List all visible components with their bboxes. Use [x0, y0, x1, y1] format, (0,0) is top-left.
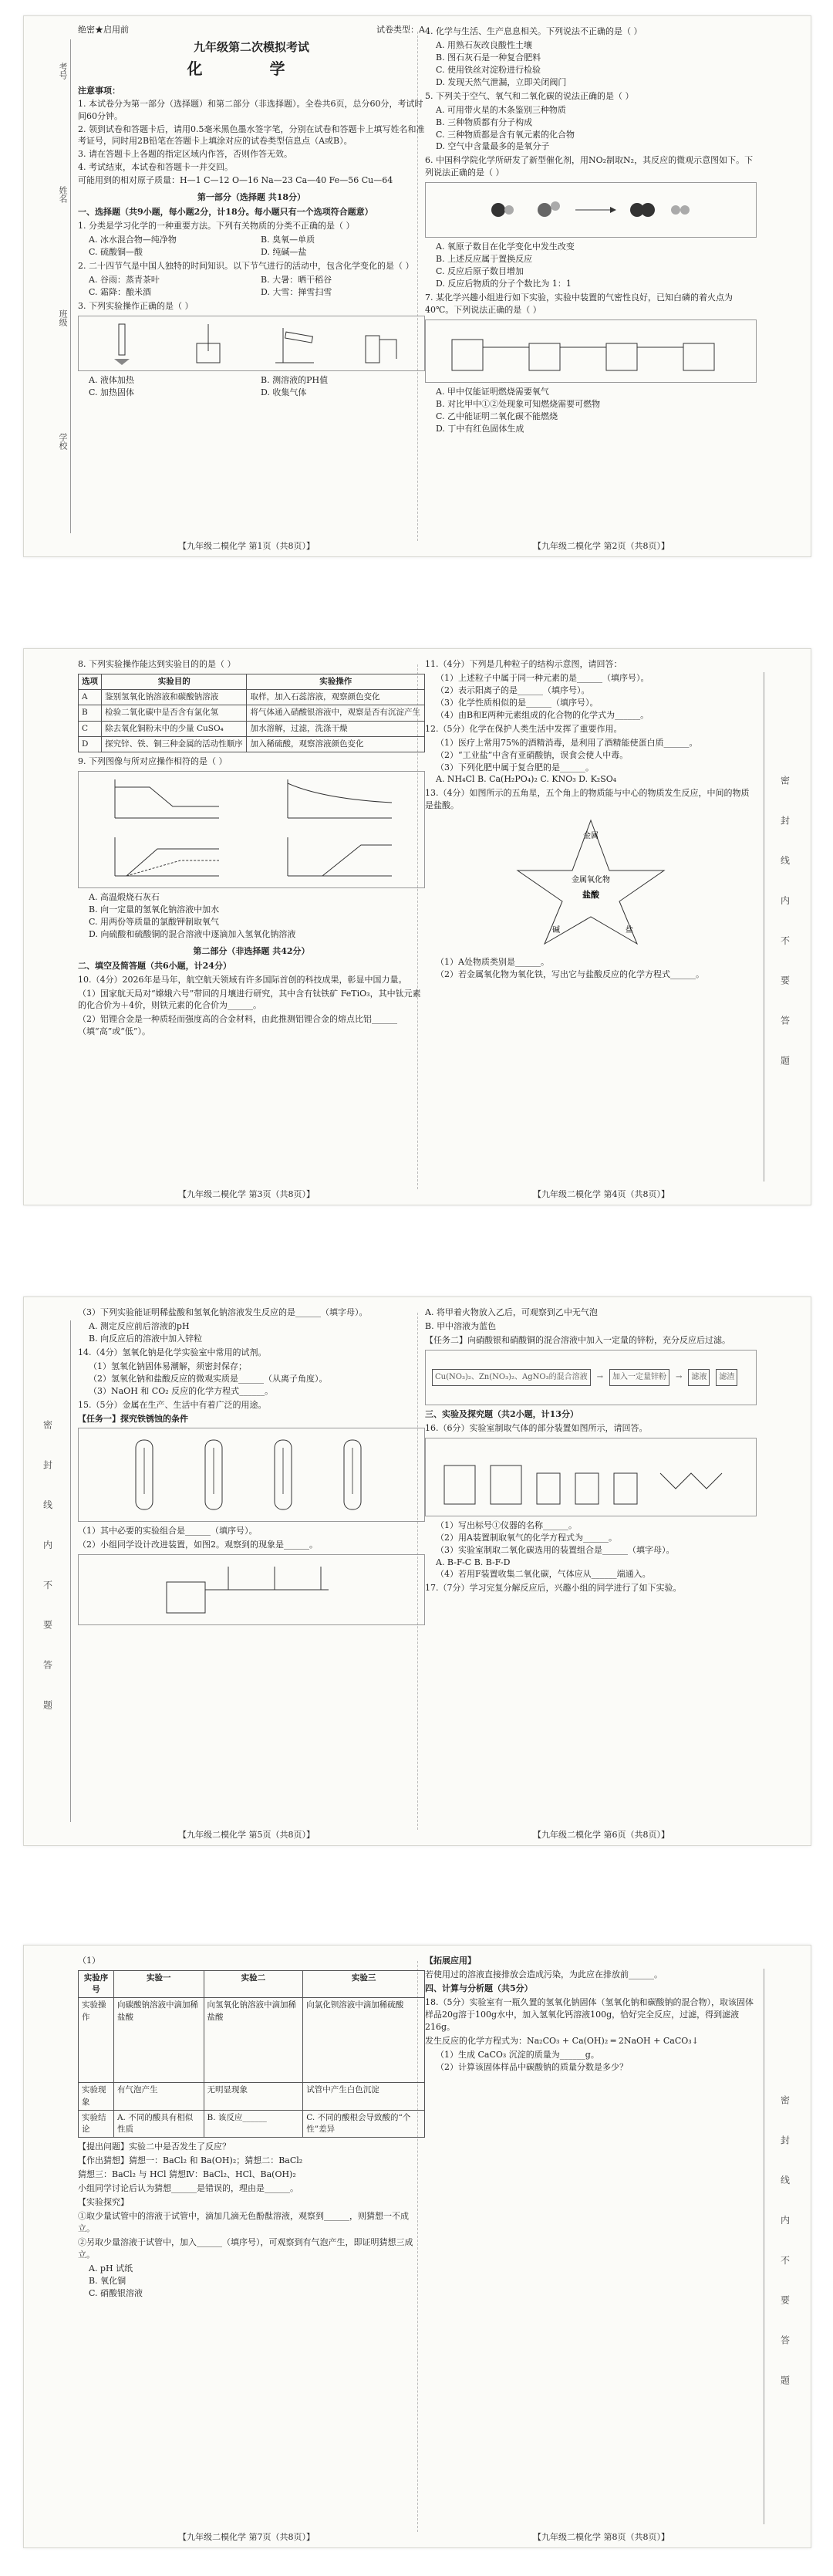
option: B. 大暑：晒干稻谷 — [261, 274, 332, 285]
section-1-heading: 一、选择题（共9小题，每小题2分，计18分。每小题只有一个选项符合题意） — [78, 207, 373, 218]
question-16-options: A. B-F-C B. B-F-D — [436, 1557, 511, 1567]
page-6 — [425, 1305, 757, 1825]
option: A. 氧原子数目在化学变化中发生改变 — [436, 242, 575, 252]
gas-apparatus-icon — [437, 1442, 745, 1512]
option: B. 图石灰石是一种复合肥料 — [436, 52, 541, 63]
option: B. 测溶液的PH值 — [261, 374, 329, 385]
question-5: 5. 下列关于空气、氧气和二氧化碳的说法正确的是（ ） — [425, 90, 634, 101]
table-header: 实验二 — [204, 1970, 303, 1997]
question-8-table — [78, 674, 425, 752]
question-9: 9. 下列图像与所对应操作相符的是（ ） — [78, 756, 228, 767]
flow-box: Cu(NO₃)₂、Zn(NO₃)₂、AgNO₃的混合溶液 — [432, 1369, 591, 1387]
apparatus-2-icon — [136, 1559, 367, 1621]
option: B. 三种物质都有分子构成 — [436, 117, 533, 127]
question-14: 14.（4分）氢氧化钠是化学实验室中常用的试剂。 — [78, 1347, 267, 1357]
page-footer: 【九年级二模化学 第4页（共8页）】 — [533, 1189, 669, 1199]
notes-list — [78, 98, 425, 188]
question-17-options: A. pH 试纸 B. 氧化铜 C. 硝酸银溶液 — [89, 2263, 143, 2298]
table-header: 实验序号 — [79, 1970, 114, 1997]
option: D. 反应后物质的分子个数比为 1：1 — [436, 279, 572, 289]
table-header: 实验操作 — [247, 674, 425, 689]
option: D. 纯碱—盐 — [261, 246, 307, 257]
rust-experiment-figure — [78, 1428, 425, 1522]
note-item: 3. 请在答题卡上各题的指定区域内作答，否则作答无效。 — [78, 149, 292, 160]
page-footer: 【九年级二模化学 第2页（共8页）】 — [533, 541, 669, 551]
star-diagram — [425, 816, 757, 952]
question-18: 18.（5分）实验室有一瓶久置的氢氧化钠固体（氢氧化钠和碳酸钠的混合物），取该固体样品20g溶于100g水中，加入氢氧化钙溶液100g，恰好完全反应，过滤，得到滤液 216g。 — [425, 1996, 754, 2032]
question-13: 13.（4分）如图所示的五角星，五个角上的物质能与中心的物质发生反应，中间的物质是盐酸。 — [425, 788, 750, 811]
section-2-heading: 二、填空及简答题（共6小题，计24分） — [78, 960, 231, 971]
page-1 — [78, 24, 425, 536]
question-1: 1. 分类是学习化学的一种重要方法。下列有关物质的分类不正确的是（ ） — [78, 221, 355, 232]
table-header: 实验三 — [303, 1970, 425, 1997]
binding-text: 密 封 线 内 不 要 答 题 — [42, 1419, 53, 1723]
test-tubes-icon — [105, 1432, 398, 1517]
option: C. 乙中能证明二氧化碳不能燃烧 — [436, 411, 558, 421]
question-5-options — [425, 104, 757, 154]
binding-line — [70, 1320, 71, 1822]
question-18-items: （1）生成 CaCO₃ 沉淀的质量为______g。 （2）计算该固体样品中碳酸钠的质量分数是多少？ — [436, 2049, 628, 2072]
table-row: 实验操作 向碳酸钠溶液中滴加稀盐酸 向氢氧化钠溶液中滴加稀盐酸 向氯化钡溶液中滴加稀硫酸 — [79, 1998, 425, 2083]
section-3-heading: 三、实验及探究题（共2小题，计13分） — [425, 1408, 578, 1419]
page-4 — [425, 657, 757, 1185]
question-1-options — [78, 234, 425, 259]
question-9-options — [78, 891, 425, 941]
question-4: 4. 化学与生活、生产息息相关。下列说法不正确的是（ ） — [425, 26, 642, 36]
question-7-options — [425, 386, 757, 435]
table-row: 实验现象 有气泡产生 无明显现象 试管中产生白色沉淀 — [79, 2083, 425, 2110]
question-8: 8. 下列实验操作能达到实验目的的是（ ） — [78, 659, 236, 669]
binding-text: 密 封 线 内 不 要 答 题 — [779, 2094, 791, 2399]
exam-sheet-2 — [23, 648, 811, 1205]
page-footer: 【九年级二模化学 第3页（共8页）】 — [178, 1189, 315, 1199]
question-17-text: ②另取少量溶液于试管中，加入______（填序号），可观察到有气泡产生，即证明猜想三成立。 — [78, 2236, 413, 2260]
option: D. 丁中有红色固体生成 — [436, 423, 524, 434]
question-12-options: A. NH₄Cl B. Ca(H₂PO₄)₂ C. KNO₃ D. K₂SO₄ — [436, 774, 617, 785]
option: C. 反应后原子数目增加 — [436, 266, 524, 277]
page-7 — [78, 1953, 425, 2527]
question-17-text: 【作出猜想】猜想一：BaCl₂ 和 Ba(OH)₂；猜想二：BaCl₂ — [78, 2155, 303, 2166]
page-footer: 【九年级二模化学 第7页（共8页）】 — [178, 2532, 315, 2542]
page-footer: 【九年级二模化学 第5页（共8页）】 — [178, 1830, 315, 1840]
question-15: 15.（5分）金属在生产、生活中有着广泛的用途。 — [78, 1399, 267, 1410]
star-center-label: 盐酸 — [582, 890, 599, 901]
question-2: 2. 二十四节气是中国人独特的时间知识。以下节气进行的活动中，包含化学变化的是（ ） — [78, 260, 414, 271]
question-3-figure — [78, 316, 425, 371]
option: A. 液体加热 — [89, 374, 134, 385]
question-17-text: 小组同学讨论后认为猜想______是错误的，理由是______。 — [78, 2183, 298, 2194]
question-12-items: （1）医疗上常用75%的酒精消毒，是利用了酒精能使蛋白质______。 （2）“工业盐”中含有亚硝酸钠，误食会使人中毒。 （3）下列化肥中属于复合肥的是______。 A. NH₄Cl B. Ca(H₂PO₄)₂ C. KNO₃ D. K₂SO₄ — [425, 737, 757, 786]
page-2 — [425, 24, 757, 536]
star-label: 金属 — [583, 832, 599, 841]
note-item: 2. 领到试卷和答题卡后，请用0.5毫米黑色墨水签字笔，分别在试卷和答题卡上填写姓名和准考证号，同时用2B铅笔在答题卡上填涂对应的试卷类型信息点（A或B）。 — [78, 123, 425, 147]
experiment-table — [78, 1970, 425, 2138]
option: A. 甲中仅能证明燃烧需要氧气 — [436, 386, 549, 397]
test-tube-heating-icon — [99, 320, 145, 367]
question-17-text: 若使用过的溶液直接排放会造成污染，为此应在排放前______。 — [425, 1969, 663, 1979]
option: D. 向硫酸和硫酸铜的混合溶液中逐滴加入氢氧化钠溶液 — [89, 928, 296, 939]
question-13-3-options: A. 测定反应前后溶液的pH B. 向反应后的溶液中加入锌粒 — [89, 1320, 203, 1344]
section-4-heading: 四、计算与分析题（共5分） — [425, 1983, 533, 1993]
notes-title: 注意事项： — [78, 85, 120, 96]
option: B. 向一定量的氢氧化钠溶液中加水 — [89, 904, 220, 914]
question-14-items: （1）氢氧化钠固体易潮解，须密封保存； （2）氢氧化钠和盐酸反应的微观实质是______（从离子角度）。 （3）NaOH 和 CO₂ 反应的化学方程式______。 — [89, 1361, 328, 1396]
table-header: 实验目的 — [102, 674, 247, 689]
graph-c-icon — [103, 833, 227, 884]
star-label: 金属氧化物 — [572, 876, 610, 885]
exam-sheet-1 — [23, 15, 811, 557]
star-label: 碱 — [552, 926, 560, 935]
option: D. 发现天然气泄漏，立即关闭阀门 — [436, 76, 567, 87]
option: B. 臭氧—单质 — [261, 235, 315, 245]
exam-sheet-3 — [23, 1296, 811, 1846]
page-8 — [425, 1953, 757, 2527]
option: A. 谷雨：蒸青茶叶 — [89, 274, 160, 285]
exam-subject: 化 学 — [187, 59, 316, 78]
question-2-options — [78, 274, 425, 299]
option: C. 用两份等质量的氯酸钾制取氧气 — [89, 916, 220, 927]
star-label: 盐 — [626, 926, 633, 935]
option: D. 收集气体 — [261, 387, 307, 397]
page-footer: 【九年级二模化学 第8页（共8页）】 — [533, 2532, 669, 2542]
question-7: 7. 某化学兴趣小组进行如下实验，实验中装置的气密性良好，已知白磷的着火点为40℃。下列说法正确的是（ ） — [425, 292, 733, 315]
side-label-class: 班级 — [58, 309, 68, 326]
figure-2 — [78, 1554, 425, 1625]
flow-chart — [425, 1350, 757, 1405]
apparatus-icon — [444, 324, 737, 378]
question-15-note: B. 甲中溶液为蓝色 — [425, 1320, 497, 1331]
option: D. 大雪：掸雪扫雪 — [261, 286, 332, 297]
graph-a-icon — [103, 776, 227, 826]
part-1-heading: 第一部分（选择题 共18分） — [197, 192, 306, 203]
table-header: 选项 — [79, 674, 102, 689]
table-header: 实验一 — [113, 1970, 204, 1997]
flow-box: 滤渣 — [716, 1369, 737, 1387]
flow-box: 加入一定量锌粉 — [609, 1369, 669, 1387]
graph-d-icon — [276, 833, 400, 884]
question-15-task-1: 【任务一】探究铁锈蚀的条件 — [78, 1413, 188, 1424]
table-label: （1） — [78, 1956, 100, 1966]
question-15-1: （1）其中必要的实验组合是______（填序号）。 — [78, 1526, 258, 1536]
question-4-options — [425, 39, 757, 89]
question-17-text: ①取少量试管中的溶液于试管中，滴加几滴无色酚酞溶液，观察到______，则猜想一不成立。 — [78, 2210, 409, 2233]
molecule-diagram — [425, 182, 757, 238]
option: A. 可用带火星的木条鉴别三种物质 — [436, 104, 566, 115]
exam-title: 九年级第二次模拟考试 — [193, 39, 309, 54]
table-row: B 检验二氧化碳中是否含有氯化氢 将气体通入硝酸银溶液中，观察是否有沉淀产生 — [79, 705, 425, 721]
question-6-options — [425, 241, 757, 290]
question-17: 17.（7分）学习完复分解反应后，兴趣小组的同学进行了如下实验。 — [425, 1583, 682, 1594]
question-11-items: （1）上述粒子中属于同一种元素的是______（填序号）。 （2）表示阳离子的是______（填序号）。 （3）化学性质相似的是______（填序号）。 （4）由B和E两种元素组成的化合物的化学式为______。 — [436, 672, 649, 720]
binding-text: 密 封 线 内 不 要 答 题 — [779, 775, 791, 1079]
option: B. 对比甲中①②处现象可知燃烧需要可燃物 — [436, 398, 601, 409]
note-item: 可能用到的相对原子质量：H—1 C—12 O—16 Na—23 Ca—40 Fe—56 Cu—64 — [78, 175, 393, 186]
question-10-1: （1）国家航天局对“嫦娥六号”带回的月壤进行研究，其中含有钛铁矿 FeTiO₃，其中钛元素的化合价为＋4价，则铁元素的化合价为______。 — [78, 988, 421, 1011]
question-13-3: （3）下列实验能证明稀盐酸和氢氧化钠溶液发生反应的是______（填字母）。 — [78, 1307, 368, 1317]
table-row: 实验结论 A. 不同的酸具有相似性质 B. 该反应______ C. 不同的酸根会导致酸的“个性”差异 — [79, 2110, 425, 2137]
option: C. 霜降：酿米酒 — [89, 286, 152, 297]
ph-test-icon — [185, 320, 231, 367]
question-15-note: A. 将甲着火物放入乙后，可观察到乙中无气泡 — [425, 1307, 598, 1317]
side-label-name: 姓名 — [58, 186, 68, 203]
paper-type: 试卷类型：A — [376, 25, 425, 35]
graph-b-icon — [276, 776, 400, 826]
option: A. 高温煅烧石灰石 — [89, 891, 160, 902]
flow-box: 滤液 — [688, 1369, 710, 1387]
table-row: D 探究锌、铁、铜三种金属的活动性顺序 加入稀硫酸，观察溶液颜色变化 — [79, 736, 425, 752]
question-15-2: （2）小组同学设计改进装置，如图2。观察到的现象是______。 — [78, 1540, 318, 1550]
arrow-right-icon: → — [596, 1372, 603, 1381]
gas-collection-icon — [358, 320, 404, 367]
question-3: 3. 下列实验操作正确的是（ ） — [78, 300, 194, 311]
question-3-options — [78, 374, 425, 399]
question-16: 16.（6分）实验室制取气体的部分装置如图所示，请回答。 — [425, 1422, 648, 1433]
note-item: 4. 考试结束，本试卷和答题卡一并交回。 — [78, 162, 233, 173]
question-17-text: 猜想三：BaCl₂ 与 HCl 猜想Ⅳ：BaCl₂、HCl、Ba(OH)₂ — [78, 2169, 296, 2180]
page-3 — [78, 657, 425, 1185]
question-12: 12.（5分）化学在保护人类生活中发挥了重要作用。 — [425, 723, 622, 734]
star-icon — [514, 816, 668, 948]
page-5 — [78, 1305, 425, 1825]
question-16-items: （1）写出标号①仪器的名称______。 （2）用A装置制取氧气的化学方程式为______。 （3）实验室制取二氧化碳选用的装置组合是______（填字母）。 A. B-F-C B. B-F-D （4）若用F装置收集二氧化碳，气体应从______端通入。 — [425, 1520, 757, 1581]
option: C. 三种物质都是含有氧元素的化合物 — [436, 129, 575, 140]
question-17-text: 【实验探究】 — [78, 2197, 129, 2207]
table-row: A 鉴别氢氧化钠溶液和碳酸钠溶液 取样，加入石蕊溶液，观察颜色变化 — [79, 690, 425, 705]
gas-apparatus-figure — [425, 1438, 757, 1516]
option: B. 上述反应属于置换反应 — [436, 254, 533, 265]
question-13-items: （1）A处物质类别是______。 （2）若金属氧化物为氧化铁，写出它与盐酸反应的化学方程式______。 — [436, 957, 704, 980]
question-9-graphs — [78, 771, 425, 888]
question-6: 6. 中国科学院化学所研发了新型催化剂，用NO₂制取N₂，其反应的微观示意图如下。下列说法正确的是（ ） — [425, 155, 754, 178]
option: C. 使用铁丝对淀粉进行检验 — [436, 64, 541, 75]
side-label-school: 学校 — [58, 433, 68, 450]
note-item: 1. 本试卷分为第一部分（选择题）和第二部分（非选择题）。全卷共6页，总分60分，考试时间60分钟。 — [78, 98, 423, 121]
exam-sheet-4 — [23, 1945, 811, 2548]
page-footer: 【九年级二模化学 第6页（共8页）】 — [533, 1830, 669, 1840]
question-18-equation: 发生反应的化学方程式为：Na₂CO₃ + Ca(OH)₂ ═ 2NaOH + CaCO₃↓ — [425, 2035, 699, 2046]
question-10-2: （2）铝锂合金是一种质轻而强度高的合金材料，由此推测铝锂合金的熔点比铝______（填“高”或“低”）。 — [78, 1014, 397, 1037]
part-2-heading: 第二部分（非选择题 共42分） — [193, 945, 310, 956]
molecule-reaction-icon — [475, 191, 707, 229]
page-footer: 【九年级二模化学 第1页（共8页）】 — [178, 541, 315, 551]
option: A. 用熟石灰改良酸性土壤 — [436, 39, 532, 50]
binding-strip — [50, 16, 81, 556]
question-15-task-2: 【任务二】向硝酸银和硝酸铜的混合溶液中加入一定量的锌粉，充分反应后过滤。 — [425, 1334, 730, 1345]
question-17-text: 【提出问题】实验二中是否发生了反应？ — [78, 2142, 231, 2152]
option: A. 冰水混合物—纯净物 — [89, 235, 177, 245]
solid-heating-icon — [271, 320, 318, 367]
question-17-text: 【拓展应用】 — [425, 1956, 476, 1966]
side-label-kaohao: 考号 — [58, 63, 68, 79]
table-row: C 除去氧化铜粉末中的少量 CuSO₄ 加水溶解，过滤，洗涤干燥 — [79, 721, 425, 736]
option: D. 空气中含量最多的是氧分子 — [436, 141, 550, 152]
question-11: 11.（4分）下列是几种粒子的结构示意图，请回答： — [425, 659, 622, 669]
option: C. 硫酸铜—酸 — [89, 246, 143, 257]
question-10: 10.（4分）2026年是马年，航空航天领域有许多国际首创的科技成果，彰显中国力量。 — [78, 974, 407, 985]
arrow-right-icon: → — [676, 1372, 683, 1381]
experiment-apparatus-figure — [425, 319, 757, 383]
option: C. 加热固体 — [89, 387, 135, 397]
secret-mark: 绝密★启用前 — [78, 25, 129, 35]
binding-line — [70, 39, 71, 533]
